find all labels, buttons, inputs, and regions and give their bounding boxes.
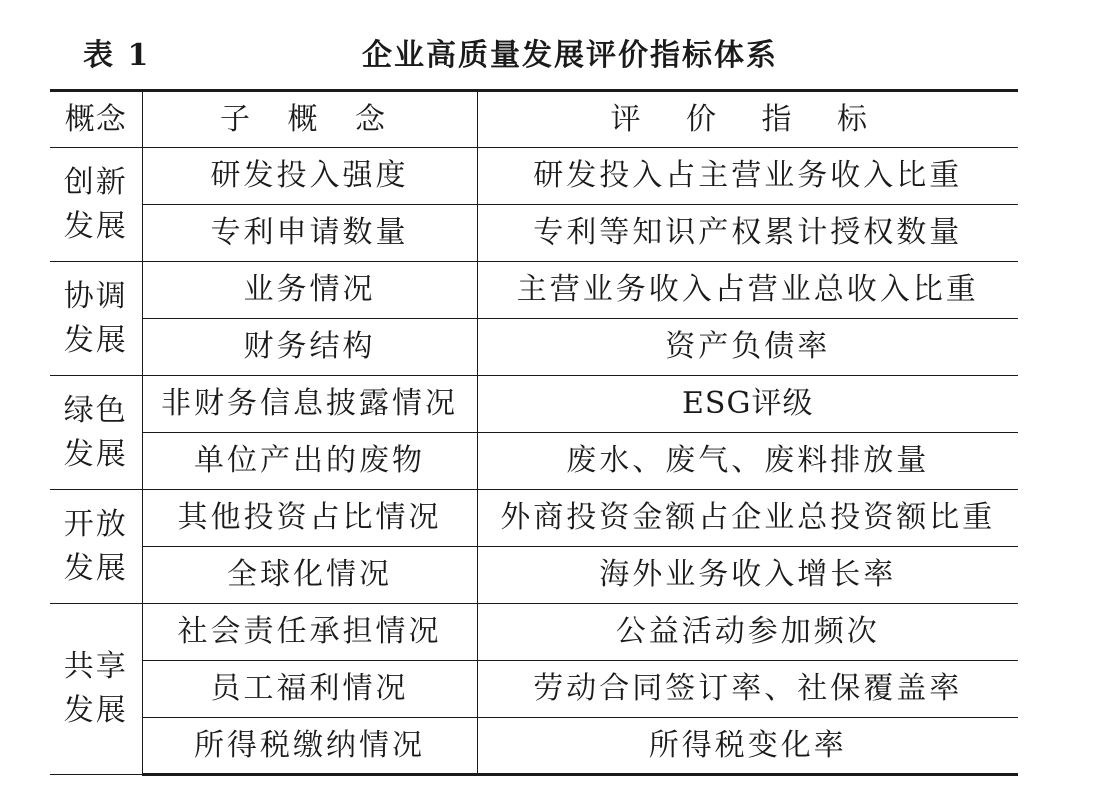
sub-concept-cell [142,490,477,547]
indicator-label: 资产负债率 [665,329,831,364]
header-indicator: 评 价 指 标 [477,91,1018,148]
table-header-row [50,91,1018,148]
indicator-cell [477,262,1018,319]
sub-concept-label: 财务结构 [243,329,376,364]
concept-cell [50,604,142,775]
sub-concept-cell [142,319,477,376]
sub-concept-label: 所得税缴纳情况 [194,727,425,763]
indicator-cell [477,376,1018,433]
table-caption [0,18,1097,78]
concept-label: 共享发展 [63,649,128,728]
sub-concept-label: 其他投资占比情况 [177,500,442,535]
table-row [50,148,1018,205]
sub-concept-cell [142,376,477,433]
indicator-label: ESG评级 [682,386,814,421]
sub-concept-label: 社会责任承担情况 [177,614,442,649]
header-sub-concept: 子 概 念 [142,91,477,148]
table-row [50,604,1018,661]
indicator-table [50,89,1018,776]
indicator-cell [477,433,1018,490]
table-row [50,262,1018,319]
table-row [50,376,1018,433]
sub-concept-cell [142,718,477,775]
indicator-label: 所得税变化率 [648,727,847,763]
indicator-cell [477,661,1018,718]
table-row [50,433,1018,490]
concept-cell [50,376,142,490]
sub-concept-cell [142,433,477,490]
sub-concept-cell [142,205,477,262]
sub-concept-label: 全球化情况 [227,557,392,592]
sub-concept-label: 员工福利情况 [210,671,409,706]
table-row [50,490,1018,547]
sub-concept-label: 业务情况 [243,272,376,307]
table-row [50,205,1018,262]
indicator-label: 外商投资金额占企业总投资额比重 [500,500,996,535]
table-row [50,319,1018,376]
indicator-label: 海外业务收入增长率 [599,557,897,592]
sub-concept-cell [142,547,477,604]
concept-cell [50,490,142,604]
indicator-label: 劳动合同签订率、社保覆盖率 [533,671,963,706]
sub-concept-cell [142,604,477,661]
indicator-cell [477,718,1018,775]
concept-cell [50,262,142,376]
concept-label: 创新发展 [63,164,128,244]
indicator-label: 公益活动参加频次 [615,614,880,649]
indicator-cell [477,205,1018,262]
indicator-label: 专利等知识产权累计授权数量 [533,215,963,250]
indicator-cell [477,604,1018,661]
indicator-cell [477,319,1018,376]
table-row [50,661,1018,718]
sub-concept-label: 研发投入强度 [210,158,409,193]
indicator-cell [477,547,1018,604]
concept-label: 开放发展 [63,506,128,586]
table-row [50,547,1018,604]
sub-concept-cell [142,148,477,205]
table-number: 表 1 [83,38,151,73]
indicator-label: 主营业务收入占营业总收入比重 [516,272,979,307]
indicator-cell [477,148,1018,205]
sub-concept-cell [142,661,477,718]
indicator-label: 研发投入占主营业务收入比重 [533,158,963,193]
concept-cell [50,148,142,262]
sub-concept-label: 专利申请数量 [210,215,409,250]
sub-concept-cell [142,262,477,319]
sub-concept-label: 非财务信息披露情况 [161,386,458,421]
table-row [50,718,1018,775]
sub-concept-label: 单位产出的废物 [194,443,425,478]
indicator-cell [477,490,1018,547]
table-title: 企业高质量发展评价指标体系 [362,38,778,73]
indicator-label: 废水、废气、废料排放量 [566,443,930,478]
concept-label: 协调发展 [63,278,128,358]
header-concept: 概念 [50,91,142,148]
concept-label: 绿色发展 [63,392,128,472]
